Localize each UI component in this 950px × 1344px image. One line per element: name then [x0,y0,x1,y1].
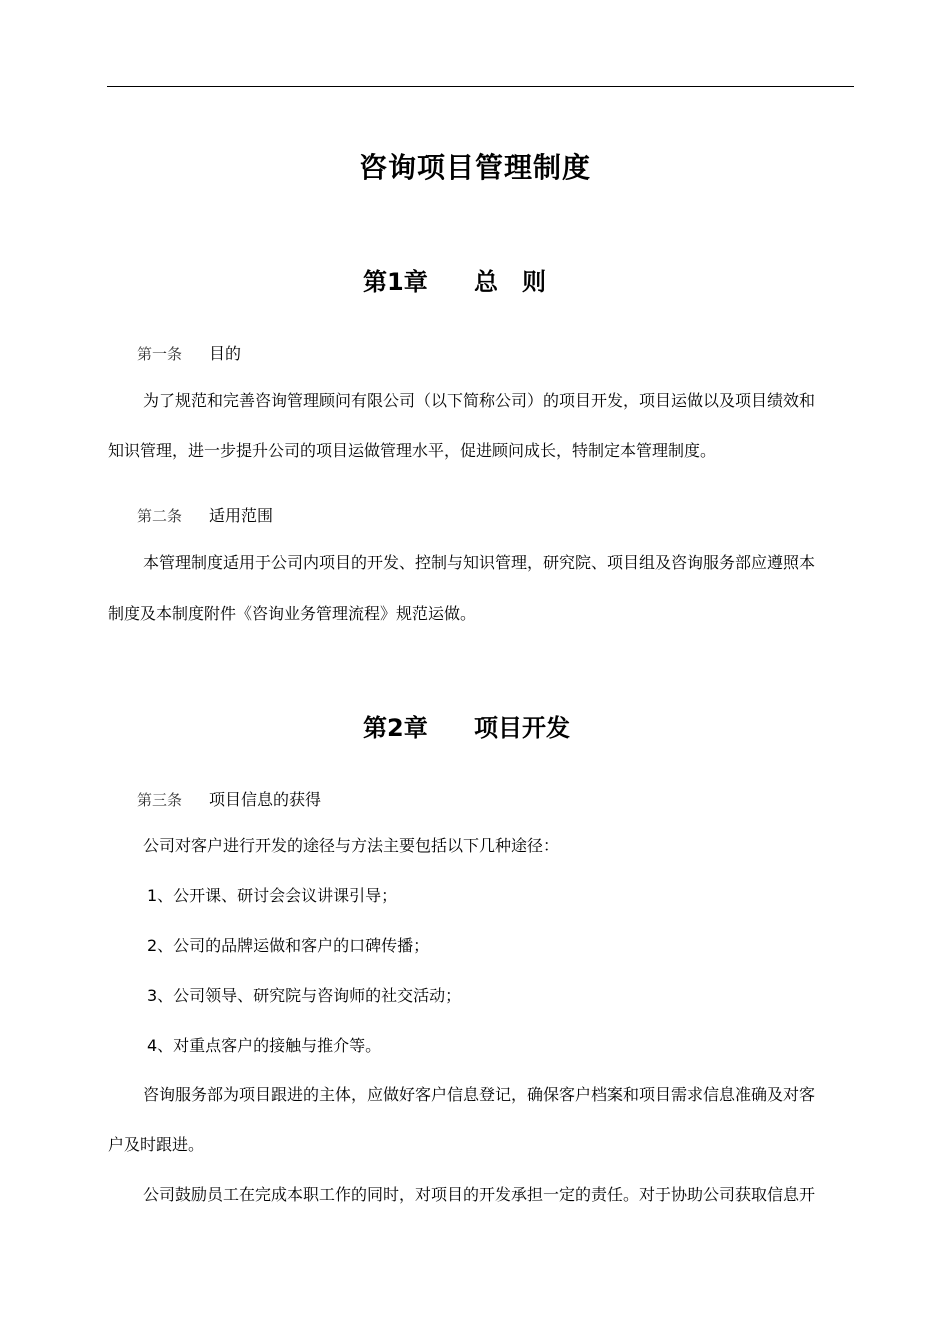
header-rule [107,86,854,87]
chapter-2-number: 第2章 [363,714,428,742]
article-1-number: 第一条 [137,345,183,363]
article-1-heading [137,341,241,364]
article-2-number: 第二条 [137,507,183,525]
article-3-para-2-line-1: 咨询服务部为项目跟进的主体，应做好客户信息登记，确保客户档案和项目需求信息准确及对客 [143,1085,816,1104]
article-3-heading [137,787,321,810]
article-2-name: 适用范围 [209,506,274,525]
list-item: 1、公开课、研讨会会议讲课引导； [147,886,398,905]
document-title: 咨询项目管理制度 [358,151,591,184]
article-3-number: 第三条 [137,791,183,809]
chapter-1-name: 总 则 [474,268,546,296]
article-2-heading [137,503,273,526]
article-3-intro: 公司对客户进行开发的途径与方法主要包括以下几种途径： [143,836,560,855]
list-item: 2、公司的品牌运做和客户的口碑传播； [147,936,430,955]
list-item: 4、对重点客户的接触与推介等。 [147,1036,382,1055]
chapter-2-name: 项目开发 [474,714,570,742]
article-3-para-2-line-2: 户及时跟进。 [108,1135,205,1154]
article-2-line-2: 制度及本制度附件《咨询业务管理流程》规范运做。 [108,604,477,623]
article-2-line-1: 本管理制度适用于公司内项目的开发、控制与知识管理，研究院、项目组及咨询服务部应遵照本 [143,553,816,572]
article-1-line-2: 知识管理，进一步提升公司的项目运做管理水平，促进顾问成长，特制定本管理制度。 [108,441,717,460]
list-item: 3、公司领导、研究院与咨询师的社交活动； [147,986,462,1005]
article-1-line-1: 为了规范和完善咨询管理顾问有限公司（以下简称公司）的项目开发，项目运做以及项目绩效和 [143,391,816,410]
chapter-1-number: 第1章 [363,268,428,296]
article-3-name: 项目信息的获得 [209,790,322,809]
article-3-para-3-line-1: 公司鼓励员工在完成本职工作的同时，对项目的开发承担一定的责任。对于协助公司获取信息开 [143,1185,816,1204]
article-1-name: 目的 [209,344,242,363]
